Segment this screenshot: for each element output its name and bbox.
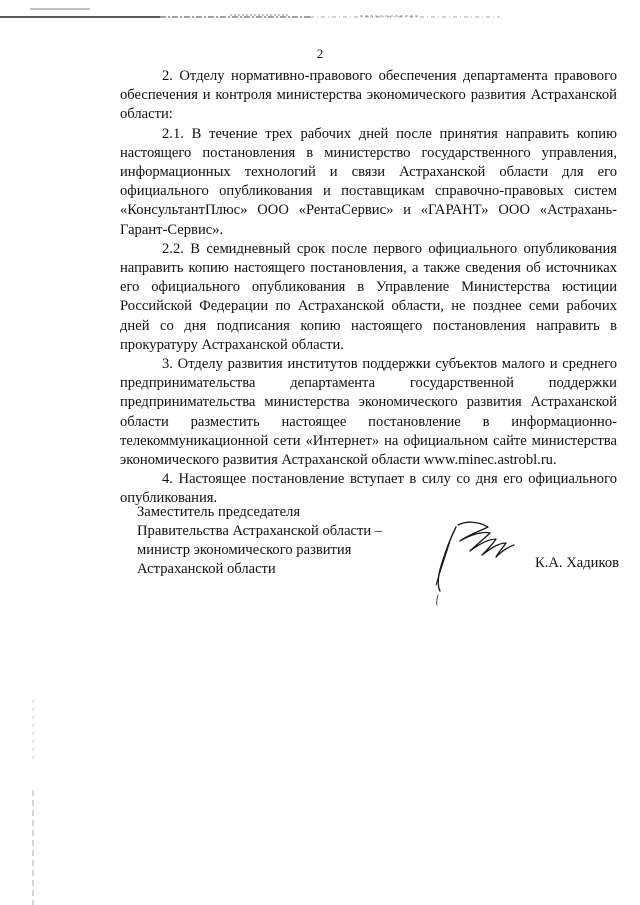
handwritten-signature-icon	[418, 505, 528, 615]
paragraph-2: 2. Отделу нормативно-правового обеспечения департамента правового обеспечения и контроля министерства экономического развития Астраханской области:	[120, 68, 617, 123]
page-number: 2	[316, 46, 324, 61]
scan-header-artifact	[0, 0, 640, 26]
signatory-title-line: Правительства Астраханской области –	[137, 523, 383, 539]
signatory-title-line: Астраханской области	[137, 561, 276, 577]
signatory-title-line: Заместитель председателя	[137, 504, 301, 520]
document-body	[120, 67, 617, 509]
signatory-title-line: министр экономического развития	[137, 542, 352, 558]
scan-margin-artifact	[30, 700, 36, 905]
paragraph-3: 3. Отделу развития институтов поддержки субъектов малого и среднего предпринимательства департамента государственной поддержки предпринимательства министерства экономического развития Астраханской области разместить настоящее постановление в информационно-телекоммуникационной сети «Интернет» на официальном сайте министерства экономического развития Астраханской области www.minec.astrobl.ru.	[120, 356, 617, 469]
paragraph-2-2: 2.2. В семидневный срок после первого официального опубликования направить копию настоящего постановления, а также сведения об источниках его официального опубликования в Управление Министерства юстиции Российской Федерации по Астраханской области, не позднее семи рабочих дней со дня подписания копию настоящего постановления направить в прокуратуру Астраханской области.	[120, 240, 617, 353]
paragraph-2-1: 2.1. В течение трех рабочих дней после принятия направить копию настоящего постановления в министерство государственного управления, информационных технологий и связи Астраханской области для его официального опубликования и поставщикам справочно-правовых систем «КонсультантПлюс» ООО «РентаСервис» и «ГАРАНТ» ООО «Астрахань-Гарант-Сервис».	[120, 125, 617, 238]
paragraph-4: 4. Настоящее постановление вступает в силу со дня его официального опубликования.	[120, 471, 617, 507]
signer-name: К.А. Хадиков	[535, 555, 620, 571]
signatory-title	[137, 503, 382, 579]
